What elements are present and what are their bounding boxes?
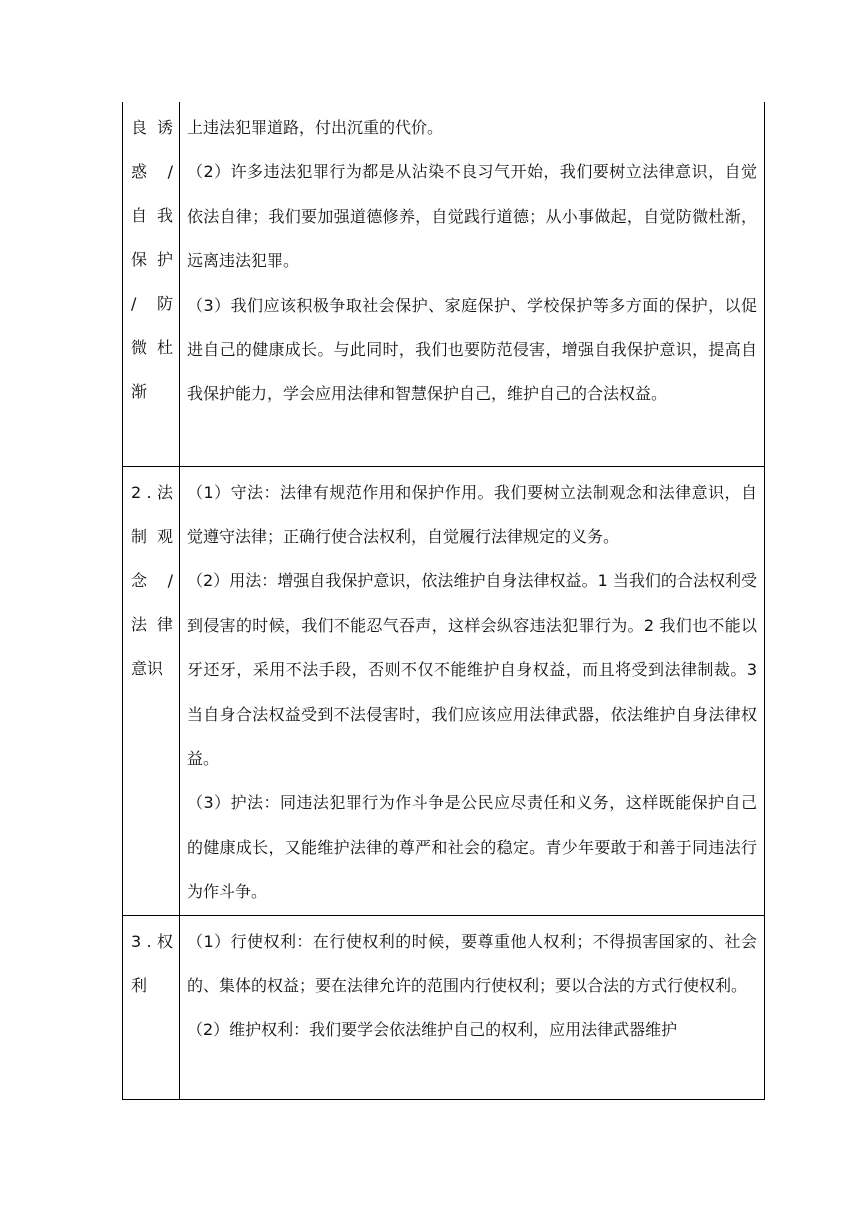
topic-line: 惑 /	[131, 162, 173, 181]
content-cell	[180, 915, 765, 1099]
paragraph: （1）守法：法律有规范作用和保护作用。我们要树立法制观念和法律意识，自觉遵守法律；正确行使合法权利，自觉履行法律规定的义务。	[187, 482, 757, 546]
topic-line: 3 . 权	[131, 931, 173, 951]
paragraph: （2）维护权利：我们要学会依法维护自己的权利，应用法律武器维护	[187, 1020, 678, 1040]
paragraph: （3）我们应该积极争取社会保护、家庭保护、学校保护等多方面的保护，以促进自己的健康成长。与此同时，我们也要防范侵害，增强自我保护意识，提高自我保护能力，学会应用法律和智慧保护自己，维护自己的合法权益。	[187, 295, 757, 404]
table-row	[123, 915, 765, 1099]
paragraph: （1）行使权利：在行使权利的时候，要尊重他人权利；不得损害国家的、社会的、集体的权益；要在法律允许的范围内行使权利；要以合法的方式行使权利。	[187, 931, 757, 995]
topic-line: 意识	[131, 658, 164, 678]
paragraph: （2）用法：增强自我保护意识，依法维护自身法律权益。1 当我们的合法权利受到侵害的时候，我们不能忍气吞声，这样会纵容违法犯罪行为。2 我们也不能以牙还牙，采用不法手段，否则不仅不能维护自身权益，而且将受到法律制裁。3 当自身合法权益受到不法侵害时，我们应该应用法律武器，依法维护自身法律权益。	[187, 571, 757, 768]
paragraph: （2）许多违法犯罪行为都是从沾染不良习气开始，我们要树立法律意识，自觉依法自律；我们要加强道德修养，自觉践行道德；从小事做起，自觉防微杜渐，远离违法犯罪。	[187, 162, 757, 271]
topic-line: 渐	[131, 382, 148, 401]
topic-cell	[123, 466, 180, 915]
topic-line: 保 护	[131, 250, 173, 269]
table-row	[123, 102, 765, 466]
paragraph: 上违法犯罪道路，付出沉重的代价。	[187, 118, 444, 137]
topic-cell	[123, 102, 180, 466]
content-cell	[180, 466, 765, 915]
topic-line: / 防	[131, 294, 173, 313]
topic-line: 良 诱	[131, 118, 173, 137]
topic-line: 制 观	[131, 526, 173, 546]
table-row	[123, 466, 765, 915]
content-table	[122, 102, 765, 1100]
topic-line: 自 我	[131, 206, 173, 225]
topic-line: 利	[131, 975, 148, 995]
topic-line: 微 杜	[131, 338, 173, 357]
topic-line: 法 律	[131, 614, 173, 634]
content-cell	[180, 102, 765, 466]
topic-cell	[123, 915, 180, 1099]
topic-line: 念 /	[131, 570, 173, 590]
topic-line: 2 . 法	[131, 482, 173, 502]
paragraph: （3）护法：同违法犯罪行为作斗争是公民应尽责任和义务，这样既能保护自己的健康成长，又能维护法律的尊严和社会的稳定。青少年要敢于和善于同违法行为作斗争。	[187, 793, 757, 902]
